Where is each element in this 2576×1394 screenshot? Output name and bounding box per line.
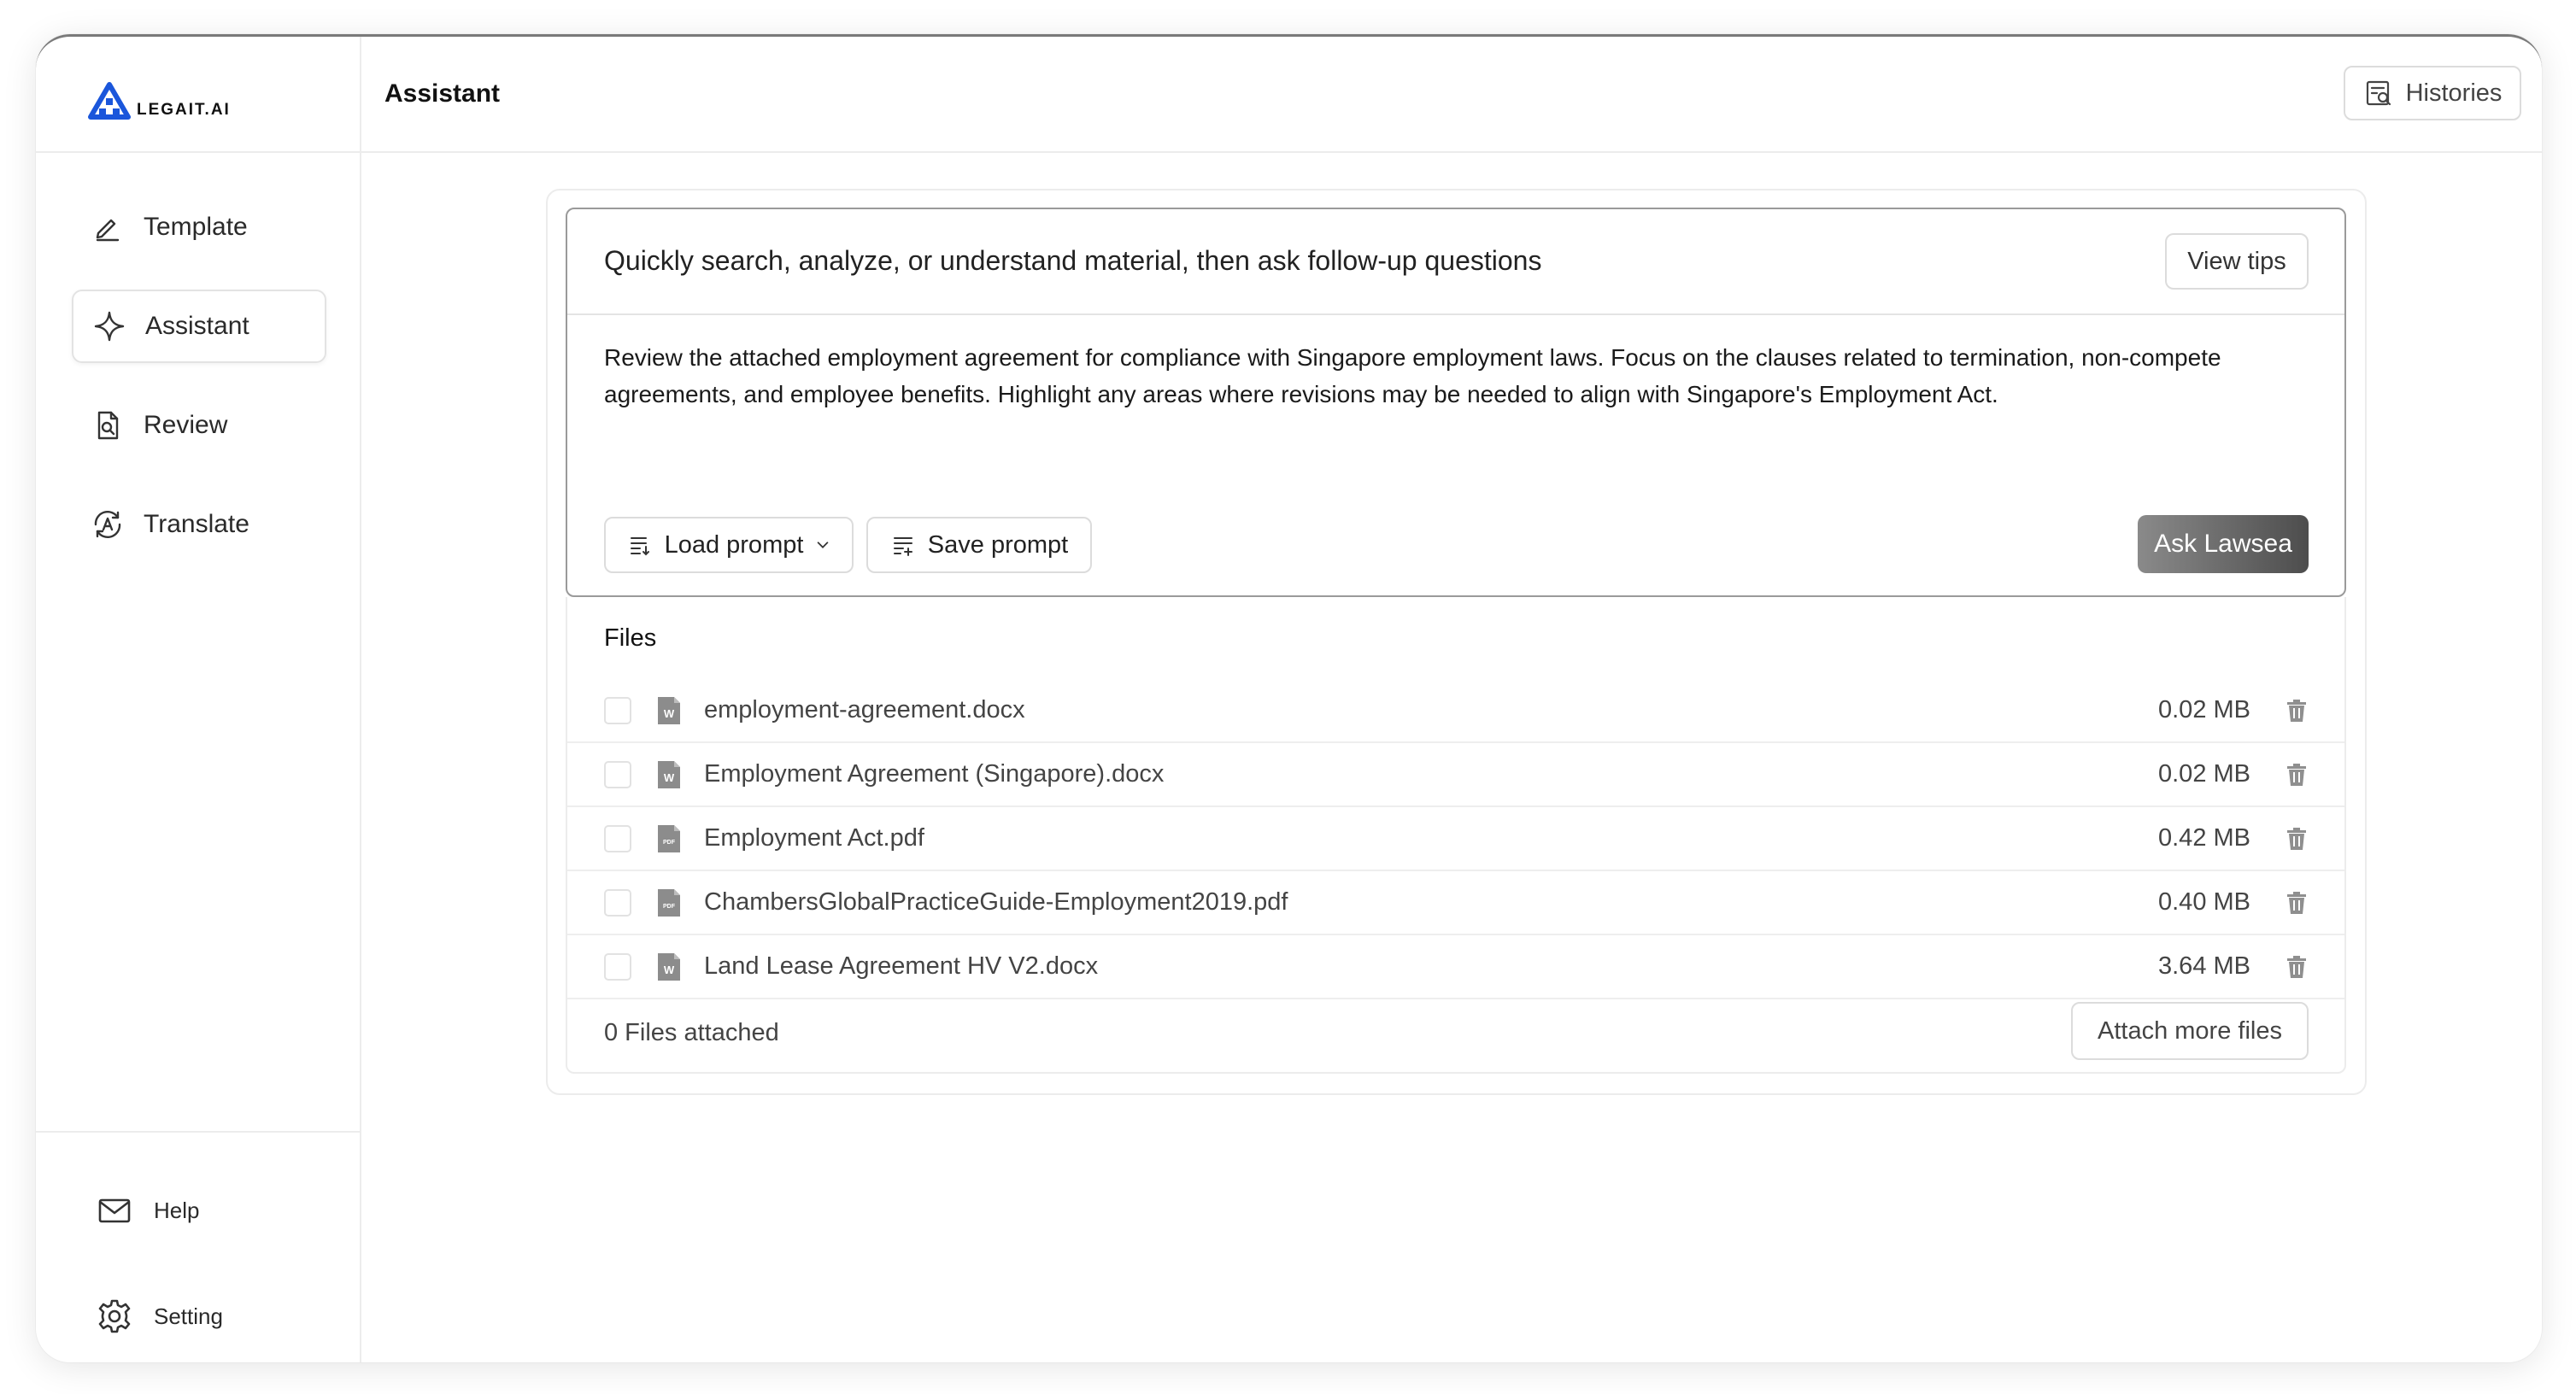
- trash-icon[interactable]: [2283, 697, 2310, 724]
- save-prompt-label: Save prompt: [927, 530, 1069, 559]
- sidebar-item-translate[interactable]: [72, 488, 326, 561]
- file-row[interactable]: [567, 807, 2344, 871]
- file-size: 0.02 MB: [2158, 760, 2250, 788]
- attached-count: 0 Files attached: [604, 1019, 779, 1046]
- word-file-icon: [656, 695, 682, 726]
- sidebar-help[interactable]: [96, 1192, 199, 1229]
- prompt-panel: [566, 208, 2346, 597]
- file-checkbox[interactable]: [604, 697, 631, 724]
- file-name: Land Lease Agreement HV V2.docx: [704, 952, 1099, 980]
- view-tips-button[interactable]: View tips: [2165, 233, 2309, 290]
- list-add-icon: [890, 532, 916, 558]
- pdf-file-icon: [656, 887, 682, 918]
- logo[interactable]: [87, 81, 231, 120]
- sidebar-divider: [36, 1131, 360, 1133]
- chevron-down-icon: [815, 537, 830, 553]
- sidebar-item-assistant[interactable]: [72, 290, 326, 363]
- page-title: Assistant: [384, 79, 501, 108]
- header: [360, 37, 2542, 153]
- file-row[interactable]: [567, 679, 2344, 743]
- sidebar-nav: [72, 190, 326, 587]
- sidebar-item-template[interactable]: [72, 190, 326, 264]
- svg-text:W: W: [663, 706, 675, 720]
- sidebar-item-review[interactable]: [72, 389, 326, 462]
- translate-icon: [91, 507, 125, 542]
- prompt-divider: [567, 313, 2344, 315]
- file-row[interactable]: [567, 743, 2344, 807]
- pdf-file-icon: [656, 823, 682, 854]
- logo-icon: [87, 81, 132, 120]
- trash-icon[interactable]: [2283, 761, 2310, 788]
- logo-text: LEGAIT.AI: [137, 101, 231, 119]
- gear-icon: [96, 1297, 133, 1335]
- trash-icon[interactable]: [2283, 825, 2310, 852]
- history-icon: [2363, 78, 2394, 108]
- app-window: [36, 34, 2542, 1362]
- histories-button[interactable]: [2344, 66, 2521, 120]
- pen-icon: [91, 210, 125, 244]
- file-list: [567, 679, 2344, 999]
- list-icon: [627, 532, 653, 558]
- file-size: 0.42 MB: [2158, 824, 2250, 852]
- files-heading: Files: [604, 624, 657, 652]
- file-checkbox[interactable]: [604, 889, 631, 917]
- sidebar: [36, 37, 361, 1362]
- load-prompt-button[interactable]: [604, 517, 854, 573]
- file-checkbox[interactable]: [604, 953, 631, 981]
- sparkle-icon: [92, 309, 126, 343]
- attach-more-files-button[interactable]: Attach more files: [2071, 1002, 2309, 1060]
- file-name: employment-agreement.docx: [704, 696, 1025, 723]
- svg-text:W: W: [663, 770, 675, 784]
- file-name: Employment Agreement (Singapore).docx: [704, 760, 1165, 788]
- trash-icon[interactable]: [2283, 953, 2310, 981]
- prompt-title: Quickly search, analyze, or understand material, then ask follow-up questions: [604, 245, 1542, 276]
- files-panel: [566, 597, 2346, 1074]
- file-name: ChambersGlobalPracticeGuide-Employment2019.pdf: [704, 888, 1288, 916]
- sidebar-item-label: Assistant: [145, 312, 249, 340]
- file-checkbox[interactable]: [604, 761, 631, 788]
- document-search-icon: [91, 408, 125, 442]
- svg-text:W: W: [663, 963, 675, 976]
- word-file-icon: [656, 759, 682, 790]
- histories-label: Histories: [2405, 79, 2503, 107]
- file-size: 0.02 MB: [2158, 696, 2250, 723]
- file-checkbox[interactable]: [604, 825, 631, 852]
- sidebar-item-label: Review: [144, 411, 228, 439]
- file-size: 3.64 MB: [2158, 952, 2250, 980]
- svg-text:PDF: PDF: [663, 839, 675, 846]
- save-prompt-button[interactable]: [866, 517, 1092, 573]
- sidebar-setting[interactable]: [96, 1297, 223, 1335]
- sidebar-item-label: Translate: [144, 510, 249, 538]
- svg-text:PDF: PDF: [663, 903, 675, 910]
- trash-icon[interactable]: [2283, 889, 2310, 917]
- file-size: 0.40 MB: [2158, 888, 2250, 916]
- word-file-icon: [656, 952, 682, 982]
- load-prompt-label: Load prompt: [664, 530, 804, 559]
- file-row[interactable]: [567, 935, 2344, 999]
- sidebar-item-label: Template: [144, 213, 248, 241]
- file-name: Employment Act.pdf: [704, 824, 924, 852]
- sidebar-divider: [36, 151, 360, 153]
- mail-icon: [96, 1192, 133, 1229]
- prompt-textarea[interactable]: Review the attached employment agreement for compliance with Singapore employment laws. Focus on the clauses related to termination, non-compete agreements, and employee benefits. Highlight any areas where revisions may be needed to align with Singapore's Employment Act.: [604, 344, 2221, 407]
- setting-label: Setting: [154, 1303, 223, 1329]
- ask-lawsea-button[interactable]: Ask Lawsea: [2138, 515, 2309, 573]
- files-footer: [567, 992, 2344, 1072]
- file-row[interactable]: [567, 871, 2344, 935]
- help-label: Help: [154, 1197, 200, 1223]
